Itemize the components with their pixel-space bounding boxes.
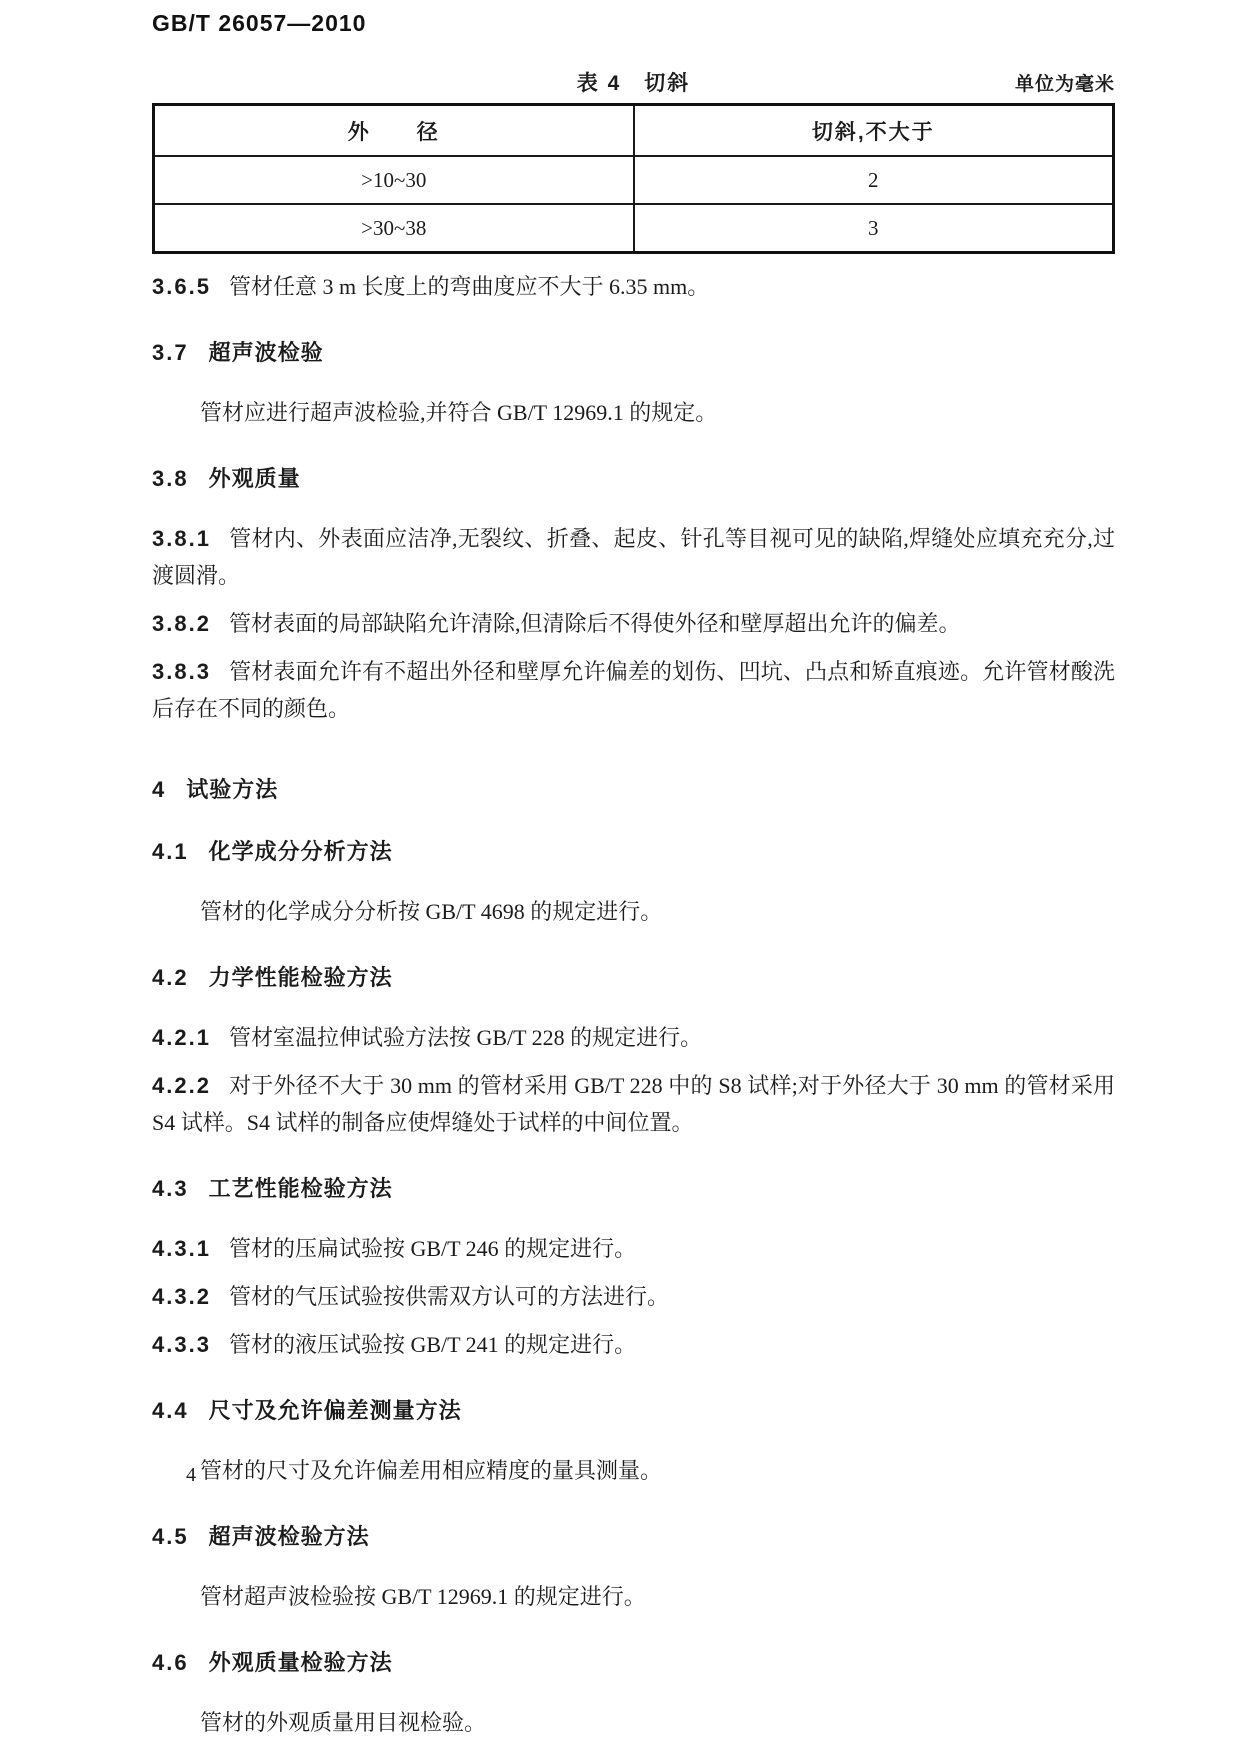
heading-text: 超声波检验 — [208, 340, 324, 365]
table-unit-note: 单位为毫米 — [1014, 74, 1115, 95]
table-cell-slant-limit: 2 — [634, 156, 1114, 204]
clause-text: 对于外径不大于 30 mm 的管材采用 GB/T 228 中的 S8 试样;对于外径大于 30 mm 的管材采用 S4 试样。S4 试样的制备应使焊缝处于试样的中间位置。 — [152, 1073, 1115, 1135]
heading-4-2 — [152, 961, 1115, 992]
col-header-cut-slant: 切斜,不大于 — [634, 105, 1114, 157]
heading-3-7 — [152, 336, 1115, 367]
para-visual-inspection: 管材的外观质量用目视检验。 — [200, 1710, 487, 1735]
heading-text: 化学成分分析方法 — [208, 839, 393, 864]
clause-3-6-5 — [152, 268, 1115, 305]
document-body — [152, 268, 1115, 1741]
heading-text: 力学性能检验方法 — [208, 965, 393, 990]
clause-number: 4.2.1 — [152, 1025, 211, 1050]
clause-number: 3.8.3 — [152, 659, 211, 684]
heading-number: 4.1 — [152, 839, 189, 864]
para-chemical-analysis: 管材的化学成分分析按 GB/T 4698 的规定进行。 — [200, 899, 663, 924]
para-ultrasonic-requirement: 管材应进行超声波检验,并符合 GB/T 12969.1 的规定。 — [200, 400, 718, 425]
table-header-row — [154, 105, 1114, 157]
clause-text: 管材任意 3 m 长度上的弯曲度应不大于 6.35 mm。 — [228, 274, 710, 299]
clause-text: 管材的压扁试验按 GB/T 246 的规定进行。 — [228, 1236, 637, 1261]
heading-3-8 — [152, 462, 1115, 493]
heading-text: 外观质量 — [208, 466, 301, 491]
heading-number: 4.2 — [152, 965, 189, 990]
page-number: 4 — [186, 1464, 196, 1486]
clause-4-2-2 — [152, 1067, 1115, 1141]
clause-4-3-2 — [152, 1278, 1115, 1315]
para-dimension-measurement: 管材的尺寸及允许偏差用相应精度的量具测量。 — [200, 1458, 663, 1483]
table-caption: 表 4 切斜 — [576, 72, 691, 95]
clause-4-3-1 — [152, 1230, 1115, 1267]
table-cell-diameter-range: >30~38 — [154, 204, 634, 253]
heading-number: 4.5 — [152, 1524, 189, 1549]
clause-4-2-1 — [152, 1019, 1115, 1056]
table-caption-row — [152, 67, 1115, 95]
clause-3-8-2 — [152, 605, 1115, 642]
heading-text: 超声波检验方法 — [208, 1524, 370, 1549]
clause-number: 3.6.5 — [152, 274, 211, 299]
heading-text: 外观质量检验方法 — [208, 1650, 393, 1675]
table-row — [154, 156, 1114, 204]
heading-4-5 — [152, 1520, 1115, 1551]
clause-number: 4.3.2 — [152, 1284, 211, 1309]
clause-text: 管材的液压试验按 GB/T 241 的规定进行。 — [228, 1332, 637, 1357]
heading-number: 3.7 — [152, 340, 189, 365]
heading-text: 工艺性能检验方法 — [208, 1176, 393, 1201]
clause-3-8-3 — [152, 653, 1115, 727]
clause-number: 4.3.1 — [152, 1236, 211, 1261]
heading-4 — [152, 773, 1115, 804]
clause-text: 管材室温拉伸试验方法按 GB/T 228 的规定进行。 — [228, 1025, 703, 1050]
clause-text: 管材表面的局部缺陷允许清除,但清除后不得使外径和壁厚超出允许的偏差。 — [228, 611, 961, 636]
clause-text: 管材的气压试验按供需双方认可的方法进行。 — [228, 1284, 669, 1309]
heading-number: 4.4 — [152, 1398, 189, 1423]
table-cell-slant-limit: 3 — [634, 204, 1114, 253]
clause-number: 3.8.1 — [152, 526, 211, 551]
clause-number: 4.3.3 — [152, 1332, 211, 1357]
clause-4-3-3 — [152, 1326, 1115, 1363]
para-ultrasonic-method: 管材超声波检验按 GB/T 12969.1 的规定进行。 — [200, 1584, 646, 1609]
clause-number: 3.8.2 — [152, 611, 211, 636]
heading-number: 4 — [152, 777, 167, 802]
col-header-outer-diameter: 外 径 — [154, 105, 634, 157]
clause-number: 4.2.2 — [152, 1073, 211, 1098]
table-4-qiexie — [152, 103, 1115, 254]
heading-4-4 — [152, 1394, 1115, 1425]
heading-number: 4.3 — [152, 1176, 189, 1201]
table-row — [154, 204, 1114, 253]
heading-4-6 — [152, 1646, 1115, 1677]
heading-4-3 — [152, 1172, 1115, 1203]
standard-number-header: GB/T 26057—2010 — [152, 10, 367, 36]
heading-number: 3.8 — [152, 466, 189, 491]
table-cell-diameter-range: >10~30 — [154, 156, 634, 204]
heading-text: 尺寸及允许偏差测量方法 — [208, 1398, 462, 1423]
heading-number: 4.6 — [152, 1650, 189, 1675]
heading-text: 试验方法 — [186, 777, 279, 802]
heading-4-1 — [152, 835, 1115, 866]
clause-3-8-1 — [152, 520, 1115, 594]
clause-text: 管材内、外表面应洁净,无裂纹、折叠、起皮、针孔等目视可见的缺陷,焊缝处应填充充分,过渡圆滑。 — [152, 526, 1115, 588]
clause-text: 管材表面允许有不超出外径和壁厚允许偏差的划伤、凹坑、凸点和矫直痕迹。允许管材酸洗后存在不同的颜色。 — [152, 659, 1115, 721]
